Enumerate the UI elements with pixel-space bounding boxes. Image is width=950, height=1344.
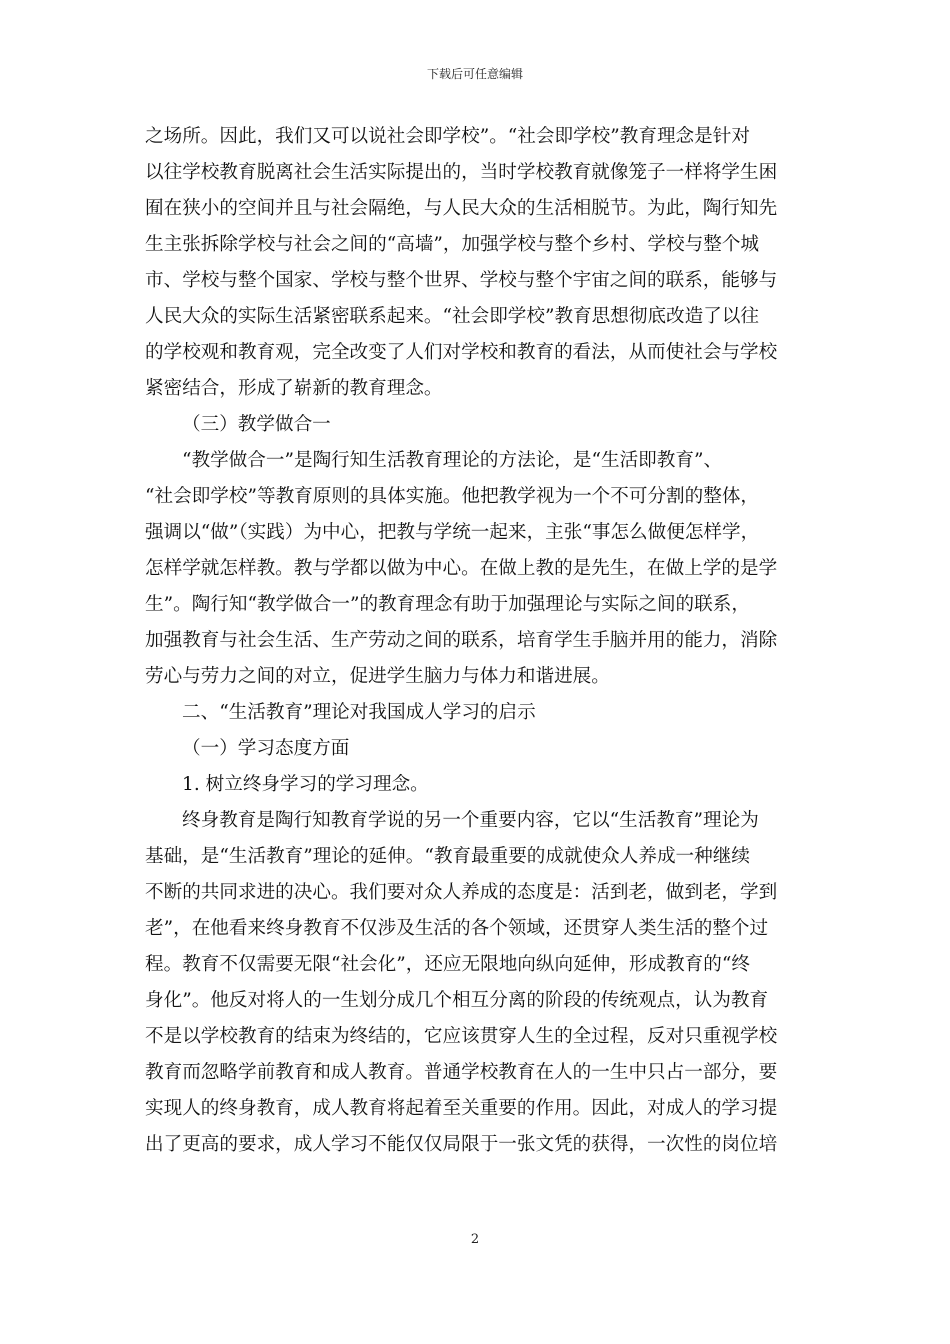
text-line: （一）学习态度方面	[182, 738, 350, 759]
text-line: 强调以“做”（实践）为中心，把教与学统一起来，主张“事怎么做便怎样学，	[145, 522, 760, 543]
text-line: 市、学校与整个国家、学校与整个世界、学校与整个宇宙之间的联系，能够与	[145, 270, 778, 291]
text-line: 加强教育与社会生活、生产劳动之间的联系，培育学生手脑并用的能力，消除	[145, 630, 778, 651]
page-header: 下载后可任意编辑	[426, 67, 523, 81]
text-line: 人民大众的实际生活紧密联系起来。“社会即学校”教育思想彻底改造了以往	[145, 306, 760, 327]
text-line: 基础，是“生活教育”理论的延伸。“教育最重要的成就使众人养成一种继续	[145, 846, 750, 867]
text-line: 1. 树立终身学习的学习理念。	[182, 774, 429, 795]
document-body	[145, 119, 807, 1163]
text-line: 之场所。因此，我们又可以说社会即学校”。“社会即学校”教育理念是针对	[145, 126, 750, 147]
text-line: 终身教育是陶行知教育学说的另一个重要内容，它以“生活教育”理论为	[182, 810, 759, 831]
text-line: 生”。陶行知“教学做合一”的教育理念有助于加强理论与实际之间的联系，	[145, 594, 750, 615]
text-line: 的学校观和教育观，完全改变了人们对学校和教育的看法，从而使社会与学校	[145, 342, 778, 363]
text-line: 不断的共同求进的决心。我们要对众人养成的态度是：活到老，做到老，学到	[145, 882, 778, 903]
text-line: 教育而忽略学前教育和成人教育。普通学校教育在人的一生中只占一部分，要	[145, 1062, 778, 1083]
text-line: （三）教学做合一	[182, 414, 331, 435]
text-line: 实现人的终身教育，成人教育将起着至关重要的作用。因此，对成人的学习提	[145, 1098, 778, 1119]
page-number: 2	[470, 1232, 480, 1247]
text-line: 囿在狭小的空间并且与社会隔绝，与人民大众的生活相脱节。为此，陶行知先	[145, 198, 778, 219]
text-line: 怎样学就怎样教。教与学都以做为中心。在做上教的是先生，在做上学的是学	[145, 558, 778, 579]
text-line: 老”，在他看来终身教育不仅涉及生活的各个领域，还贯穿人类生活的整个过	[145, 918, 769, 939]
text-line: “教学做合一”是陶行知生活教育理论的方法论，是“生活即教育”、	[182, 450, 723, 471]
text-line: 以往学校教育脱离社会生活实际提出的，当时学校教育就像笼子一样将学生困	[145, 162, 778, 183]
text-line: 出了更高的要求，成人学习不能仅仅局限于一张文凭的获得，一次性的岗位培	[145, 1134, 778, 1155]
text-line: 身化”。他反对将人的一生划分成几个相互分离的阶段的传统观点，认为教育	[145, 990, 769, 1011]
text-line: 生主张拆除学校与社会之间的“高墙”，加强学校与整个乡村、学校与整个城	[145, 234, 760, 255]
text-line: 劳心与劳力之间的对立，促进学生脑力与体力和谐进展。	[145, 666, 610, 687]
text-line: “社会即学校”等教育原则的具体实施。他把教学视为一个不可分割的整体，	[145, 486, 760, 507]
text-line: 二、“生活教育”理论对我国成人学习的启示	[182, 702, 536, 723]
text-line: 不是以学校教育的结束为终结的，它应该贯穿人生的全过程，反对只重视学校	[145, 1026, 778, 1047]
text-line: 紧密结合，形成了崭新的教育理念。	[145, 378, 443, 399]
text-line: 程。教育不仅需要无限“社会化”，还应无限地向纵向延伸，形成教育的“终	[145, 954, 750, 975]
